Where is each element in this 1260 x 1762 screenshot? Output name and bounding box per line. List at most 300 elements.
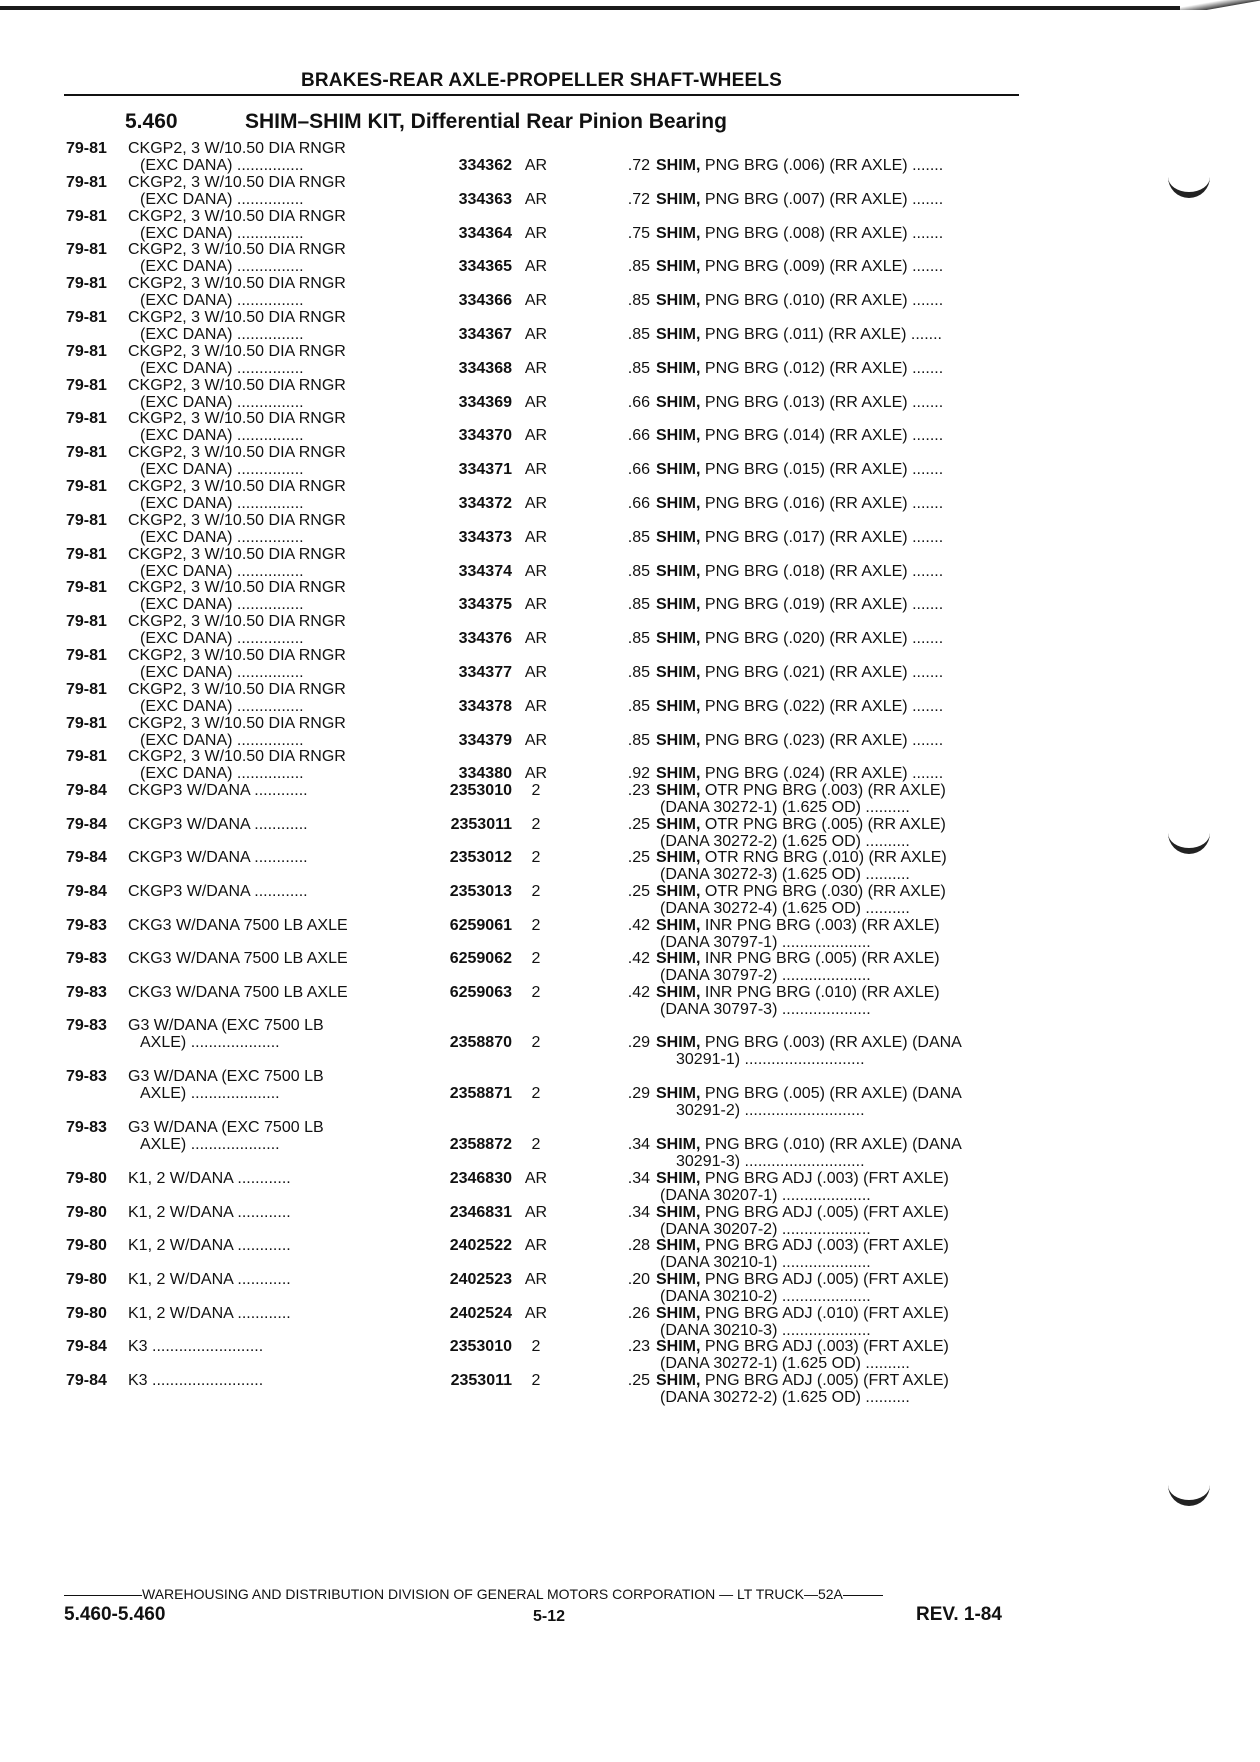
description-text: PNG BRG ADJ (.003) (FRT AXLE) [700,1338,949,1356]
description [656,292,943,310]
application-cont: AXLE) .................... [140,1085,280,1103]
price: .72 [627,157,650,174]
quantity: AR [524,1304,548,1322]
application-cont: (EXC DANA) ............... [140,427,304,445]
application: CKGP2, 3 W/10.50 DIA RNGR [128,646,346,664]
table-row [60,1119,1020,1170]
model-year: 79-84 [66,815,107,833]
quantity: AR [524,359,548,377]
model-year: 79-83 [66,983,107,1001]
application: G3 W/DANA (EXC 7500 LB [128,1017,324,1035]
application-cont: (EXC DANA) ............... [140,494,304,512]
application: CKGP2, 3 W/10.50 DIA RNGR [128,241,346,259]
description-text: OTR PNG BRG (.003) (RR AXLE) [700,782,946,800]
description [656,360,943,378]
description-cont: (DANA 30272-4) (1.625 OD) .......... [660,899,910,917]
application-cont: (EXC DANA) ............... [140,292,304,310]
quantity: 2 [531,1371,541,1389]
application: CKGP2, 3 W/10.50 DIA RNGR [128,748,346,766]
description-text: PNG BRG (.017) (RR AXLE) ....... [700,528,944,546]
part-number: 2353010 [449,1338,512,1356]
description-keyword: SHIM, [656,1304,701,1322]
application: K1, 2 W/DANA ............ [128,1237,291,1255]
model-year: 79-83 [66,950,107,968]
description [656,1237,949,1255]
table-row [60,1170,1020,1204]
description-text: PNG BRG (.020) (RR AXLE) ....... [700,630,944,648]
model-year: 79-83 [66,916,107,934]
description-keyword: SHIM, [656,157,701,174]
quantity: 2 [531,983,541,1001]
part-number: 334374 [458,562,512,580]
description-cont: (DANA 30272-2) (1.625 OD) .......... [660,832,910,850]
table-row [60,546,1020,580]
application-cont: (EXC DANA) ............... [140,630,304,648]
description [656,816,946,834]
model-year: 79-81 [66,579,107,597]
model-year: 79-81 [66,173,107,191]
description-text: PNG BRG ADJ (.010) (FRT AXLE) [700,1304,949,1322]
table-row [60,309,1020,343]
application: CKGP2, 3 W/10.50 DIA RNGR [128,308,346,326]
part-number: 2402524 [449,1304,512,1322]
price: .85 [627,663,650,681]
description-keyword: SHIM, [656,393,701,411]
application: CKGP2, 3 W/10.50 DIA RNGR [128,714,346,732]
description-cont: 30291-2) ........................... [676,1102,865,1120]
application: CKG3 W/DANA 7500 LB AXLE [128,950,348,968]
model-year: 79-81 [66,140,107,157]
description [656,394,943,412]
table-row [60,1305,1020,1339]
part-number: 2402522 [449,1237,512,1255]
description-text: PNG BRG (.007) (RR AXLE) ....... [700,190,944,208]
description-text: PNG BRG ADJ (.005) (FRT AXLE) [700,1271,949,1289]
description-text: OTR RNG BRG (.010) (RR AXLE) [700,849,947,867]
price: .34 [627,1170,650,1188]
description-keyword: SHIM, [656,1371,701,1389]
description [656,191,943,209]
description-cont: (DANA 30272-1) (1.625 OD) .......... [660,1355,910,1373]
description [656,1170,949,1188]
description-keyword: SHIM, [656,292,701,310]
description-keyword: SHIM, [656,697,701,715]
top-rule [0,6,1260,10]
description-keyword: SHIM, [656,882,701,900]
table-row [60,140,1020,174]
description-text: PNG BRG (.003) (RR AXLE) (DANA [700,1034,962,1052]
application-cont: (EXC DANA) ............... [140,258,304,276]
description-text: PNG BRG ADJ (.005) (FRT AXLE) [700,1371,949,1389]
application: K1, 2 W/DANA ............ [128,1170,291,1188]
table-row [60,377,1020,411]
part-number: 2353013 [449,882,512,900]
description [656,984,940,1002]
description-cont: (DANA 30272-2) (1.625 OD) .......... [660,1388,910,1406]
table-row [60,275,1020,309]
quantity: AR [524,663,548,681]
part-number: 2353011 [450,815,512,833]
price: .85 [627,630,650,648]
model-year: 79-81 [66,241,107,259]
table-row [60,816,1020,850]
application-cont: (EXC DANA) ............... [140,663,304,681]
description [656,326,942,344]
model-year: 79-80 [66,1271,107,1289]
binder-hole-mark [1168,822,1210,854]
part-number: 334372 [458,494,512,512]
model-year: 79-81 [66,275,107,293]
price: .66 [627,494,650,512]
quantity: AR [524,528,548,546]
description-text: PNG BRG (.013) (RR AXLE) ....... [700,393,944,411]
description [656,529,943,547]
model-year: 79-81 [66,376,107,394]
application: CKGP2, 3 W/10.50 DIA RNGR [128,275,346,293]
application-cont: (EXC DANA) ............... [140,224,304,242]
application: CKGP2, 3 W/10.50 DIA RNGR [128,207,346,225]
price: .42 [627,983,650,1001]
application-cont: (EXC DANA) ............... [140,157,304,174]
description [656,698,943,716]
description-text: PNG BRG (.019) (RR AXLE) ....... [700,596,944,614]
description [656,157,943,175]
description [656,427,943,445]
part-number: 334379 [458,731,512,749]
price: .25 [627,849,650,867]
table-row [60,917,1020,951]
application: CKGP3 W/DANA ............ [128,849,308,867]
description-cont: (DANA 30210-2) .................... [660,1288,871,1306]
application: K1, 2 W/DANA ............ [128,1304,291,1322]
part-number: 334365 [458,258,512,276]
part-number: 2402523 [449,1271,512,1289]
price: .25 [627,1371,650,1389]
model-year: 79-81 [66,680,107,698]
table-row [60,478,1020,512]
description [656,1338,949,1356]
quantity: AR [524,258,548,276]
application: CKGP2, 3 W/10.50 DIA RNGR [128,444,346,462]
table-row [60,208,1020,242]
price: .85 [627,528,650,546]
table-row [60,748,1020,782]
part-number: 6259063 [449,983,512,1001]
quantity: AR [524,1237,548,1255]
table-row [60,883,1020,917]
description-keyword: SHIM, [656,461,701,479]
application: CKGP2, 3 W/10.50 DIA RNGR [128,511,346,529]
quantity: AR [524,325,548,343]
application-cont: (EXC DANA) ............... [140,528,304,546]
description-text: PNG BRG (.006) (RR AXLE) ....... [700,157,944,174]
description-cont: (DANA 30207-1) .................... [660,1187,871,1205]
table-row [60,444,1020,478]
part-number: 2346830 [449,1170,512,1188]
parts-list [60,140,1020,1405]
part-number: 334375 [458,596,512,614]
model-year: 79-84 [66,1338,107,1356]
description [656,1136,962,1154]
quantity: AR [524,461,548,479]
description-keyword: SHIM, [656,1203,701,1221]
part-number: 334376 [458,630,512,648]
table-row [60,1204,1020,1238]
model-year: 79-81 [66,545,107,563]
part-number: 334367 [458,325,512,343]
price: .42 [627,950,650,968]
binder-hole-mark [1168,1474,1210,1506]
description-text: PNG BRG ADJ (.003) (FRT AXLE) [700,1237,949,1255]
description-cont: (DANA 30797-1) .................... [660,933,871,951]
quantity: 2 [531,950,541,968]
model-year: 79-81 [66,714,107,732]
description-text: INR PNG BRG (.010) (RR AXLE) [700,983,940,1001]
model-year: 79-81 [66,410,107,428]
table-row [60,410,1020,444]
model-year: 79-83 [66,1068,107,1086]
description-text: PNG BRG (.010) (RR AXLE) ....... [700,292,944,310]
part-number: 2358871 [449,1085,512,1103]
section-number: 5.460 [125,110,178,133]
quantity: AR [524,393,548,411]
binder-hole-mark [1168,166,1210,198]
quantity: 2 [531,882,541,900]
model-year: 79-83 [66,1119,107,1137]
table-row [60,241,1020,275]
part-number: 334373 [458,528,512,546]
part-number: 334380 [458,765,512,783]
price: .23 [627,782,650,800]
description [656,1372,949,1390]
description [656,563,943,581]
description [656,1271,949,1289]
model-year: 79-80 [66,1203,107,1221]
description-text: PNG BRG (.018) (RR AXLE) ....... [700,562,944,580]
price: .92 [627,765,650,783]
description-keyword: SHIM, [656,916,701,934]
description-keyword: SHIM, [656,1170,701,1188]
model-year: 79-81 [66,748,107,766]
table-row [60,715,1020,749]
part-number: 334369 [458,393,512,411]
description-cont: (DANA 30272-1) (1.625 OD) .......... [660,799,910,817]
model-year: 79-84 [66,782,107,800]
quantity: 2 [531,1034,541,1052]
part-number: 334378 [458,697,512,715]
footer-text: WAREHOUSING AND DISTRIBUTION DIVISION OF GENERAL MOTORS CORPORATION — LT TRUCK—52A [142,1586,843,1602]
part-number: 334364 [458,224,512,242]
model-year: 79-81 [66,308,107,326]
part-number: 334377 [458,663,512,681]
description-keyword: SHIM, [656,1085,701,1103]
price: .23 [627,1338,650,1356]
description-keyword: SHIM, [656,494,701,512]
quantity: AR [524,157,548,174]
application-cont: (EXC DANA) ............... [140,190,304,208]
quantity: 2 [531,849,541,867]
description-keyword: SHIM, [656,1271,701,1289]
price: .29 [627,1085,650,1103]
table-row [60,512,1020,546]
table-row [60,782,1020,816]
quantity: 2 [531,1085,541,1103]
price: .85 [627,731,650,749]
model-year: 79-81 [66,342,107,360]
model-year: 79-80 [66,1304,107,1322]
description [656,596,943,614]
description-keyword: SHIM, [656,325,701,343]
section-heading [125,110,727,134]
application: CKGP2, 3 W/10.50 DIA RNGR [128,140,346,157]
description-text: PNG BRG (.011) (RR AXLE) ....... [700,325,942,343]
quantity: 2 [531,1338,541,1356]
description [656,765,943,783]
description [656,664,943,682]
description [656,461,943,479]
table-row [60,984,1020,1018]
table-row [60,1237,1020,1271]
quantity: AR [524,731,548,749]
description-keyword: SHIM, [656,562,701,580]
description [656,950,940,968]
footer-line [64,1586,1019,1602]
section-title: SHIM–SHIM KIT, Differential Rear Pinion Bearing [245,110,727,133]
price: .34 [627,1203,650,1221]
model-year: 79-84 [66,1371,107,1389]
price: .66 [627,427,650,445]
application: G3 W/DANA (EXC 7500 LB [128,1119,324,1137]
price: .42 [627,916,650,934]
application-cont: (EXC DANA) ............... [140,359,304,377]
description-text: OTR PNG BRG (.030) (RR AXLE) [700,882,946,900]
model-year: 79-81 [66,511,107,529]
application: K3 ......................... [128,1371,264,1389]
application: K1, 2 W/DANA ............ [128,1203,291,1221]
price: .25 [627,882,650,900]
application-cont: (EXC DANA) ............... [140,731,304,749]
price: .72 [627,190,650,208]
quantity: AR [524,494,548,512]
price: .34 [627,1136,650,1154]
revision-date: REV. 1-84 [916,1604,1002,1625]
description-keyword: SHIM, [656,427,701,445]
application: CKGP2, 3 W/10.50 DIA RNGR [128,376,346,394]
price: .85 [627,697,650,715]
quantity: 2 [531,1136,541,1154]
table-row [60,1017,1020,1068]
description-cont: (DANA 30210-3) .................... [660,1321,871,1339]
model-year: 79-81 [66,646,107,664]
part-number: 334362 [458,157,512,174]
model-year: 79-84 [66,882,107,900]
table-row [60,1271,1020,1305]
description-cont: (DANA 30210-1) .................... [660,1254,871,1272]
description-keyword: SHIM, [656,950,701,968]
description-text: PNG BRG (.021) (RR AXLE) ....... [700,663,944,681]
part-number: 2358870 [449,1034,512,1052]
quantity: AR [524,1203,548,1221]
description-keyword: SHIM, [656,630,701,648]
description-keyword: SHIM, [656,528,701,546]
part-number: 334366 [458,292,512,310]
description-keyword: SHIM, [656,224,701,242]
description-keyword: SHIM, [656,190,701,208]
table-row [60,613,1020,647]
application: CKGP3 W/DANA ............ [128,782,308,800]
quantity: AR [524,630,548,648]
description-cont: (DANA 30797-2) .................... [660,967,871,985]
price: .85 [627,292,650,310]
description-cont: (DANA 30207-2) .................... [660,1220,871,1238]
quantity: 2 [531,815,541,833]
table-row [60,579,1020,613]
part-number: 2353012 [449,849,512,867]
part-number: 2358872 [449,1136,512,1154]
application-cont: (EXC DANA) ............... [140,697,304,715]
application-cont: AXLE) .................... [140,1136,280,1154]
description-text: PNG BRG (.024) (RR AXLE) ....... [700,765,944,783]
description-keyword: SHIM, [656,782,701,800]
part-number: 6259061 [449,916,512,934]
application-cont: (EXC DANA) ............... [140,393,304,411]
application: CKGP3 W/DANA ............ [128,815,308,833]
table-row [60,343,1020,377]
description-keyword: SHIM, [656,983,701,1001]
application-cont: (EXC DANA) ............... [140,562,304,580]
table-row [60,849,1020,883]
description [656,917,940,935]
description-text: PNG BRG (.016) (RR AXLE) ....... [700,494,944,512]
table-row [60,647,1020,681]
description-text: INR PNG BRG (.003) (RR AXLE) [700,916,940,934]
description-keyword: SHIM, [656,596,701,614]
description [656,883,946,901]
page-number: 5-12 [533,1608,566,1625]
table-row [60,174,1020,208]
price: .26 [627,1304,650,1322]
price: .85 [627,596,650,614]
description [656,1034,962,1052]
price: .85 [627,325,650,343]
description-keyword: SHIM, [656,815,701,833]
description-keyword: SHIM, [656,663,701,681]
price: .66 [627,393,650,411]
application: CKGP2, 3 W/10.50 DIA RNGR [128,680,346,698]
application: CKG3 W/DANA 7500 LB AXLE [128,983,348,1001]
application: G3 W/DANA (EXC 7500 LB [128,1068,324,1086]
table-row [60,681,1020,715]
description-text: PNG BRG (.022) (RR AXLE) ....... [700,697,944,715]
description-text: INR PNG BRG (.005) (RR AXLE) [700,950,940,968]
application: CKGP2, 3 W/10.50 DIA RNGR [128,173,346,191]
model-year: 79-83 [66,1017,107,1035]
description [656,849,947,867]
model-year: 79-81 [66,477,107,495]
table-row [60,1068,1020,1119]
application: CKGP2, 3 W/10.50 DIA RNGR [128,477,346,495]
application: CKGP3 W/DANA ............ [128,882,308,900]
quantity: 2 [531,782,541,800]
application-cont: (EXC DANA) ............... [140,765,304,783]
quantity: AR [524,190,548,208]
quantity: 2 [531,916,541,934]
application: CKGP2, 3 W/10.50 DIA RNGR [128,579,346,597]
description-keyword: SHIM, [656,1136,701,1154]
application-cont: (EXC DANA) ............... [140,325,304,343]
application: CKGP2, 3 W/10.50 DIA RNGR [128,410,346,428]
model-year: 79-81 [66,207,107,225]
